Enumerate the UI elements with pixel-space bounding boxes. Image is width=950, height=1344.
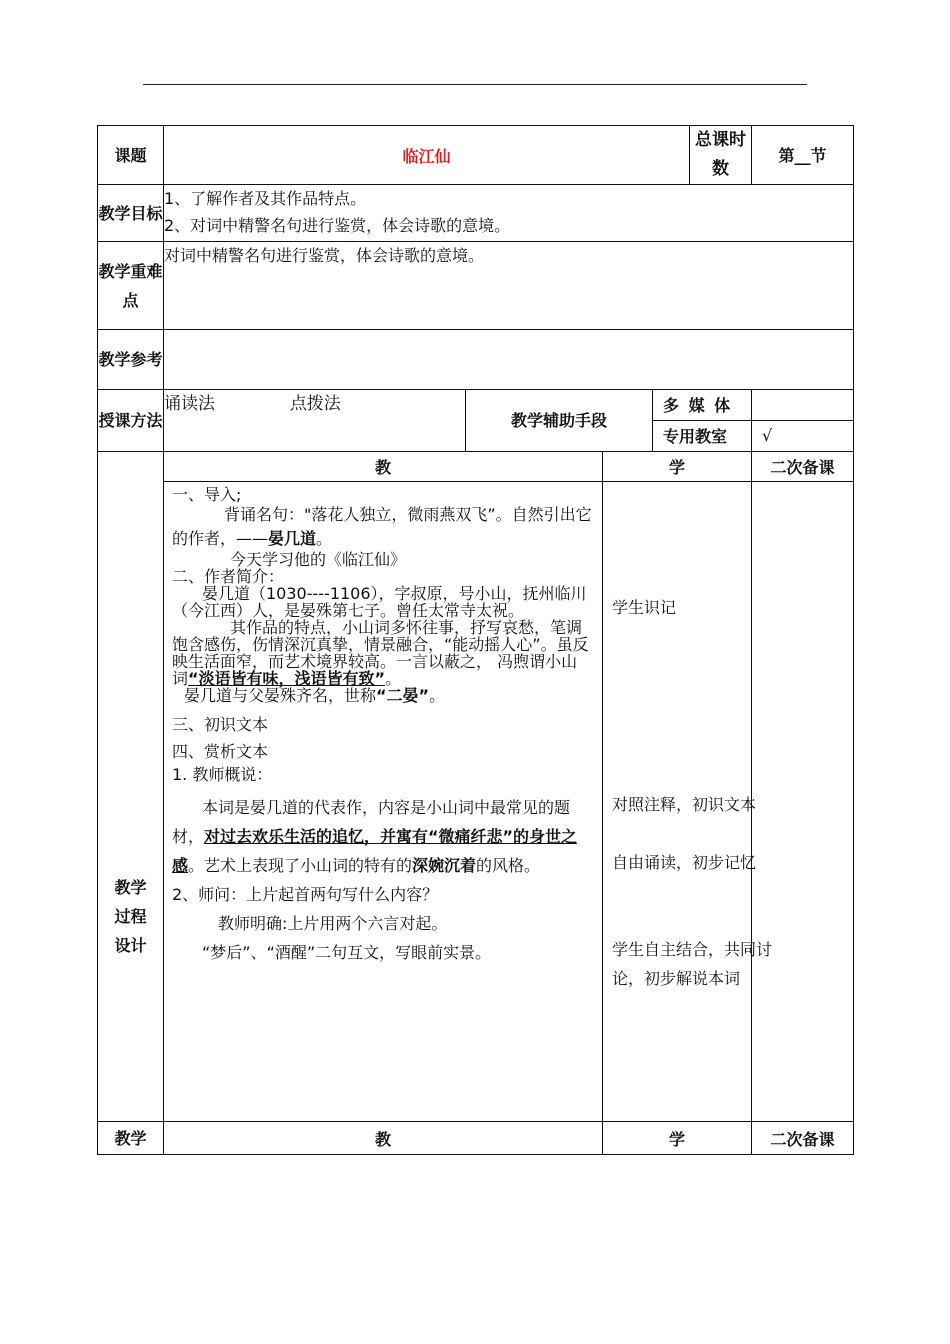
objectives-row — [98, 185, 854, 242]
reference-row — [98, 330, 854, 390]
footer-col-learn: 学 — [603, 1122, 752, 1155]
teacher-question: 2、师问：上片起首两句写什么内容？ — [172, 885, 439, 904]
classroom-value: √ — [762, 426, 773, 446]
classroom-label: 专用教室 — [653, 420, 752, 451]
methods-content — [164, 390, 466, 452]
topic-title: 临江仙 — [164, 126, 690, 185]
section-label: 第__节 — [752, 126, 854, 185]
header-rule — [143, 84, 807, 85]
reference-label: 教学参考 — [98, 330, 164, 390]
multimedia-value — [752, 390, 854, 420]
method-1: 诵读法 — [164, 394, 215, 414]
aids-options — [653, 390, 854, 452]
teacher-answer-2: “梦后”、“酒醒”二句互文，写眼前实景。 — [202, 943, 492, 962]
footer-row — [98, 1122, 854, 1155]
methods-row — [98, 390, 854, 452]
topic-row — [98, 126, 854, 185]
topic-label: 课题 — [98, 126, 164, 185]
aids-label: 教学辅助手段 — [466, 390, 653, 452]
col-learn-header: 学 — [603, 452, 752, 482]
method-2: 点拨法 — [289, 394, 341, 414]
process-header-row — [98, 452, 854, 482]
overview-text: 本词是晏几道的代表作，内容是小山词中最常见的题材，对过去欢乐生活的追忆，并寓有“微痛纤悲”的身世之感。艺术上表现了小山词的特有的深婉沉着的风格。 — [172, 798, 578, 875]
learn-line-3: 自由诵读，初步记忆 — [612, 853, 757, 872]
process-body-row — [98, 482, 854, 1122]
objectives-label: 教学目标 — [98, 185, 164, 242]
key-points-text: 对词中精警名句进行鉴赏，体会诗歌的意境。 — [164, 242, 854, 330]
objective-item-1: 1、了解作者及其作品特点。 — [164, 189, 367, 208]
author-bio: 晏几道（1030----1106），字叔原，号小山，抚州临川（今江西）人，是晏殊第七子。曾任太常寺太祝。 — [172, 584, 587, 620]
learn-line-1: 学生识记 — [612, 598, 677, 617]
methods-label: 授课方法 — [98, 390, 164, 452]
learning-content — [603, 482, 773, 1122]
footer-col-teach: 教 — [164, 1122, 603, 1155]
teaching-content — [164, 482, 603, 1122]
key-points-label: 教学重难点 — [98, 242, 164, 330]
total-hours-label: 总课时数 — [690, 126, 752, 185]
col-teach-header: 教 — [164, 452, 603, 482]
read-heading: 三、初识文本 — [172, 715, 269, 734]
intro-today: 今天学习他的《临江仙》 — [230, 550, 407, 569]
learn-line-4: 学生自主结合，共同讨论，初步解说本词 — [612, 940, 773, 988]
learn-line-2: 对照注释，初识文本 — [612, 795, 757, 814]
objectives-content — [164, 185, 854, 242]
process-label — [98, 452, 164, 1122]
teacher-answer: 教师明确:上片用两个六言对起。 — [218, 914, 448, 933]
author-style: 其作品的特点，小山词多怀往事，抒写哀愁，笔调饱含感伤，伤情深沉真挚，情景融合，“能动摇人心”。虽反映生活面窄，而艺术境界较高。一言以蔽之， 冯煦谓小山词“淡语皆有味，浅语皆有致”。 — [172, 618, 589, 688]
author-heading: 二、作者简介： — [172, 567, 285, 586]
objective-item-2: 2、对词中精警名句进行鉴赏，体会诗歌的意境。 — [164, 216, 511, 235]
appreciate-heading: 四、赏析文本 — [172, 742, 269, 761]
intro-text: 背诵名句："落花人独立，微雨燕双飞”。自然引出它的作者，——晏几道。 — [172, 505, 592, 548]
intro-heading: 一、导入; — [172, 485, 242, 504]
footer-label: 教学 — [98, 1122, 164, 1155]
reference-text — [164, 330, 854, 390]
footer-col-notes: 二次备课 — [752, 1122, 854, 1155]
lesson-plan-table — [97, 125, 854, 1155]
col-notes-header: 二次备课 — [752, 452, 854, 482]
overview-heading: 1. 教师概说： — [172, 765, 273, 784]
author-pair: 晏几道与父晏殊齐名，世称“二晏”。 — [184, 686, 446, 705]
key-points-row — [98, 242, 854, 330]
multimedia-label: 多 媒 体 — [653, 390, 752, 420]
process-label-text: 教学过程设计 — [114, 878, 147, 955]
